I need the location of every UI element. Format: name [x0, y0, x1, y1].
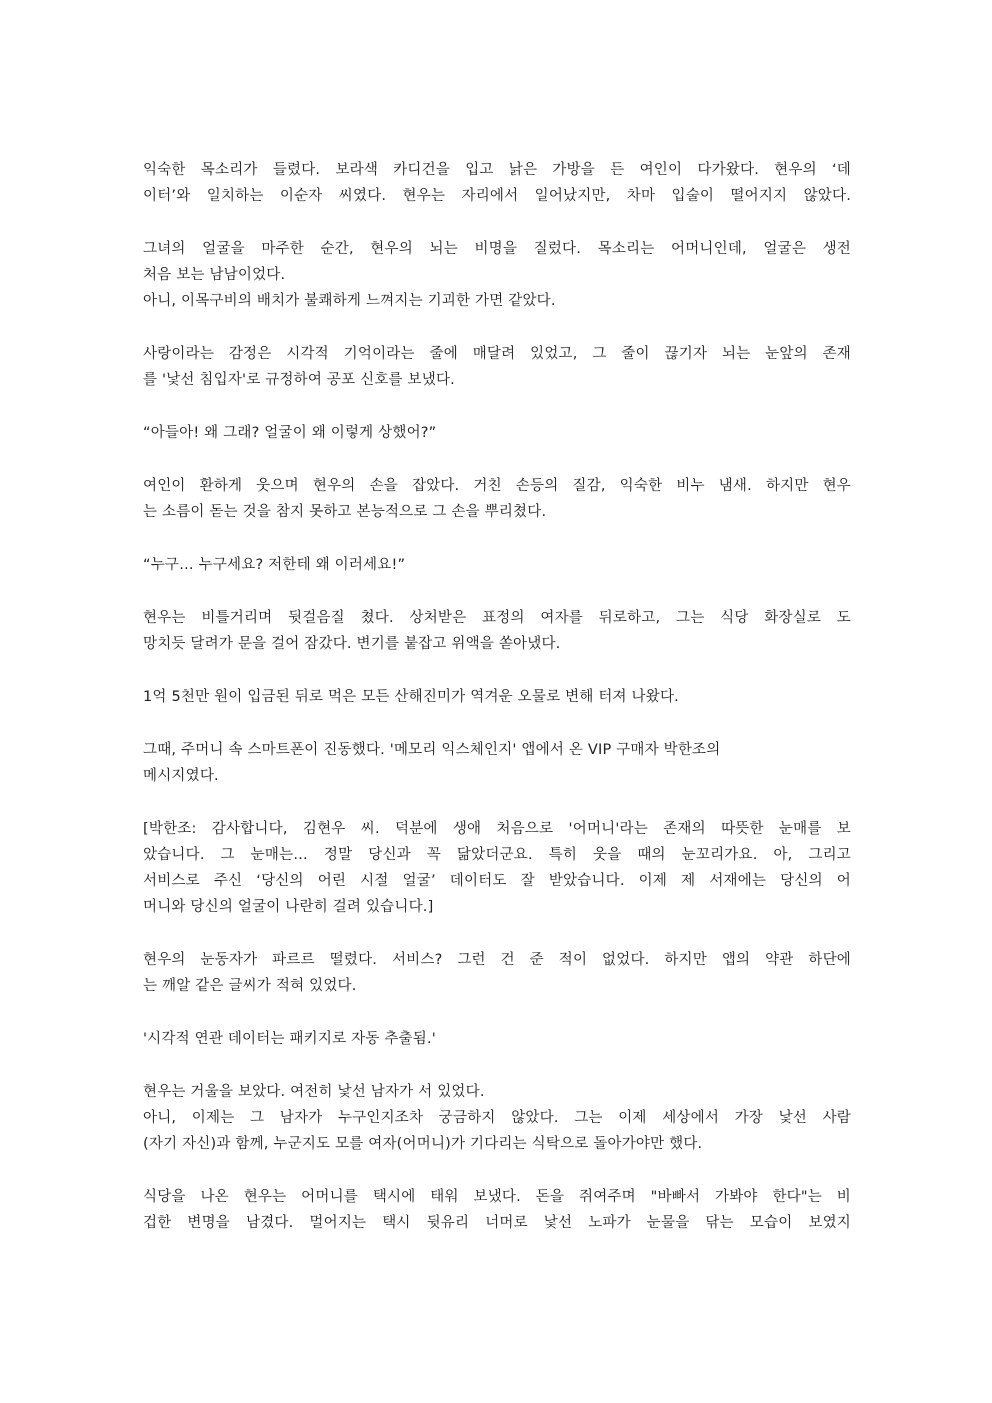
text-line: “누구… 누구세요? 저한테 왜 이러세요!” — [143, 557, 406, 573]
paragraph — [143, 420, 851, 446]
paragraph — [143, 1026, 851, 1052]
paragraph — [143, 473, 851, 525]
text-line: 식당을 나온 현우는 어머니를 택시에 태워 보냈다. 돈을 쥐여주며 "바빠서 가봐야 한다"는 비 — [143, 1189, 851, 1205]
text-line: 이터’와 일치하는 이순자 씨였다. 현우는 자리에서 일어났지만, 차마 입술이 떨어지지 않았다. — [143, 188, 851, 204]
text-line: 여인이 환하게 웃으며 현우의 손을 잡았다. 거친 손등의 질감, 익숙한 비누 냄새. 하지만 현우 — [143, 478, 851, 494]
text-line: 사랑이라는 감정은 시각적 기억이라는 줄에 매달려 있었고, 그 줄이 끊기자 뇌는 눈앞의 존재 — [143, 346, 851, 362]
text-line: 그녀의 얼굴을 마주한 순간, 현우의 뇌는 비명을 질렀다. 목소리는 어머니인데, 얼굴은 생전 — [143, 241, 851, 257]
text-line: 서비스로 주신 ‘당신의 어린 시절 얼굴’ 데이터도 잘 받았습니다. 이제 제 서재에는 당신의 어 — [143, 873, 851, 889]
paragraph — [143, 737, 851, 789]
text-line: 는 깨알 같은 글씨가 적혀 있었다. — [143, 978, 357, 994]
text-line: 머니와 당신의 얼굴이 나란히 걸려 있습니다.] — [143, 899, 434, 915]
text-line: 았습니다. 그 눈매는… 정말 당신과 꼭 닮았더군요. 특히 웃을 때의 눈꼬리가요. 아, 그리고 — [143, 847, 851, 863]
text-line: 1억 5천만 원이 입금된 뒤로 먹은 모든 산해진미가 역겨운 오물로 변해 터져 나왔다. — [143, 689, 679, 705]
paragraph — [143, 684, 851, 710]
text-line: (자기 자신)과 함께, 누군지도 모를 여자(어머니)가 기다리는 식탁으로 돌아가야만 했다. — [143, 1136, 703, 1152]
paragraph — [143, 1079, 851, 1157]
text-line: '시각적 연관 데이터는 패키지로 자동 추출됨.' — [143, 1031, 436, 1047]
document-body — [143, 157, 851, 1263]
text-line: “아들아! 왜 그래? 얼굴이 왜 이렇게 상했어?” — [143, 425, 437, 441]
paragraph — [143, 236, 851, 314]
paragraph — [143, 605, 851, 657]
text-line: [박한조: 감사합니다, 김현우 씨. 덕분에 생애 처음으로 '어머니'라는 존재의 따뜻한 눈매를 보 — [143, 821, 851, 837]
text-line: 현우의 눈동자가 파르르 떨렸다. 서비스? 그런 건 준 적이 없었다. 하지만 앱의 약관 하단에 — [143, 952, 851, 968]
text-line: 그때, 주머니 속 스마트폰이 진동했다. '메모리 익스체인지' 앱에서 온 VIP 구매자 박한조의 — [143, 742, 721, 758]
paragraph — [143, 1184, 851, 1236]
text-line: 현우는 거울을 보았다. 여전히 낯선 남자가 서 있었다. — [143, 1084, 485, 1100]
text-line: 아니, 이제는 그 남자가 누구인지조차 궁금하지 않았다. 그는 이제 세상에서 가장 낯선 사람 — [143, 1110, 851, 1126]
paragraph — [143, 947, 851, 999]
paragraph — [143, 157, 851, 209]
text-line: 겁한 변명을 남겼다. 멀어지는 택시 뒷유리 너머로 낯선 노파가 눈물을 닦는 모습이 보였지 — [143, 1215, 851, 1231]
text-line: 는 소름이 돋는 것을 참지 못하고 본능적으로 그 손을 뿌리쳤다. — [143, 504, 547, 520]
paragraph — [143, 552, 851, 578]
text-line: 를 '낯선 침입자'로 규정하여 공포 신호를 보냈다. — [143, 372, 455, 388]
paragraph — [143, 341, 851, 393]
paragraph — [143, 816, 851, 920]
text-line: 아니, 이목구비의 배치가 불쾌하게 느껴지는 기괴한 가면 같았다. — [143, 293, 556, 309]
text-line: 익숙한 목소리가 들렸다. 보라색 카디건을 입고 낡은 가방을 든 여인이 다가왔다. 현우의 ‘데 — [143, 162, 851, 178]
text-line: 메시지였다. — [143, 768, 219, 784]
text-line: 망치듯 달려가 문을 걸어 잠갔다. 변기를 붙잡고 위액을 쏟아냈다. — [143, 636, 561, 652]
text-line: 처음 보는 남남이었다. — [143, 267, 286, 283]
text-line: 현우는 비틀거리며 뒷걸음질 쳤다. 상처받은 표정의 여자를 뒤로하고, 그는 식당 화장실로 도 — [143, 610, 851, 626]
